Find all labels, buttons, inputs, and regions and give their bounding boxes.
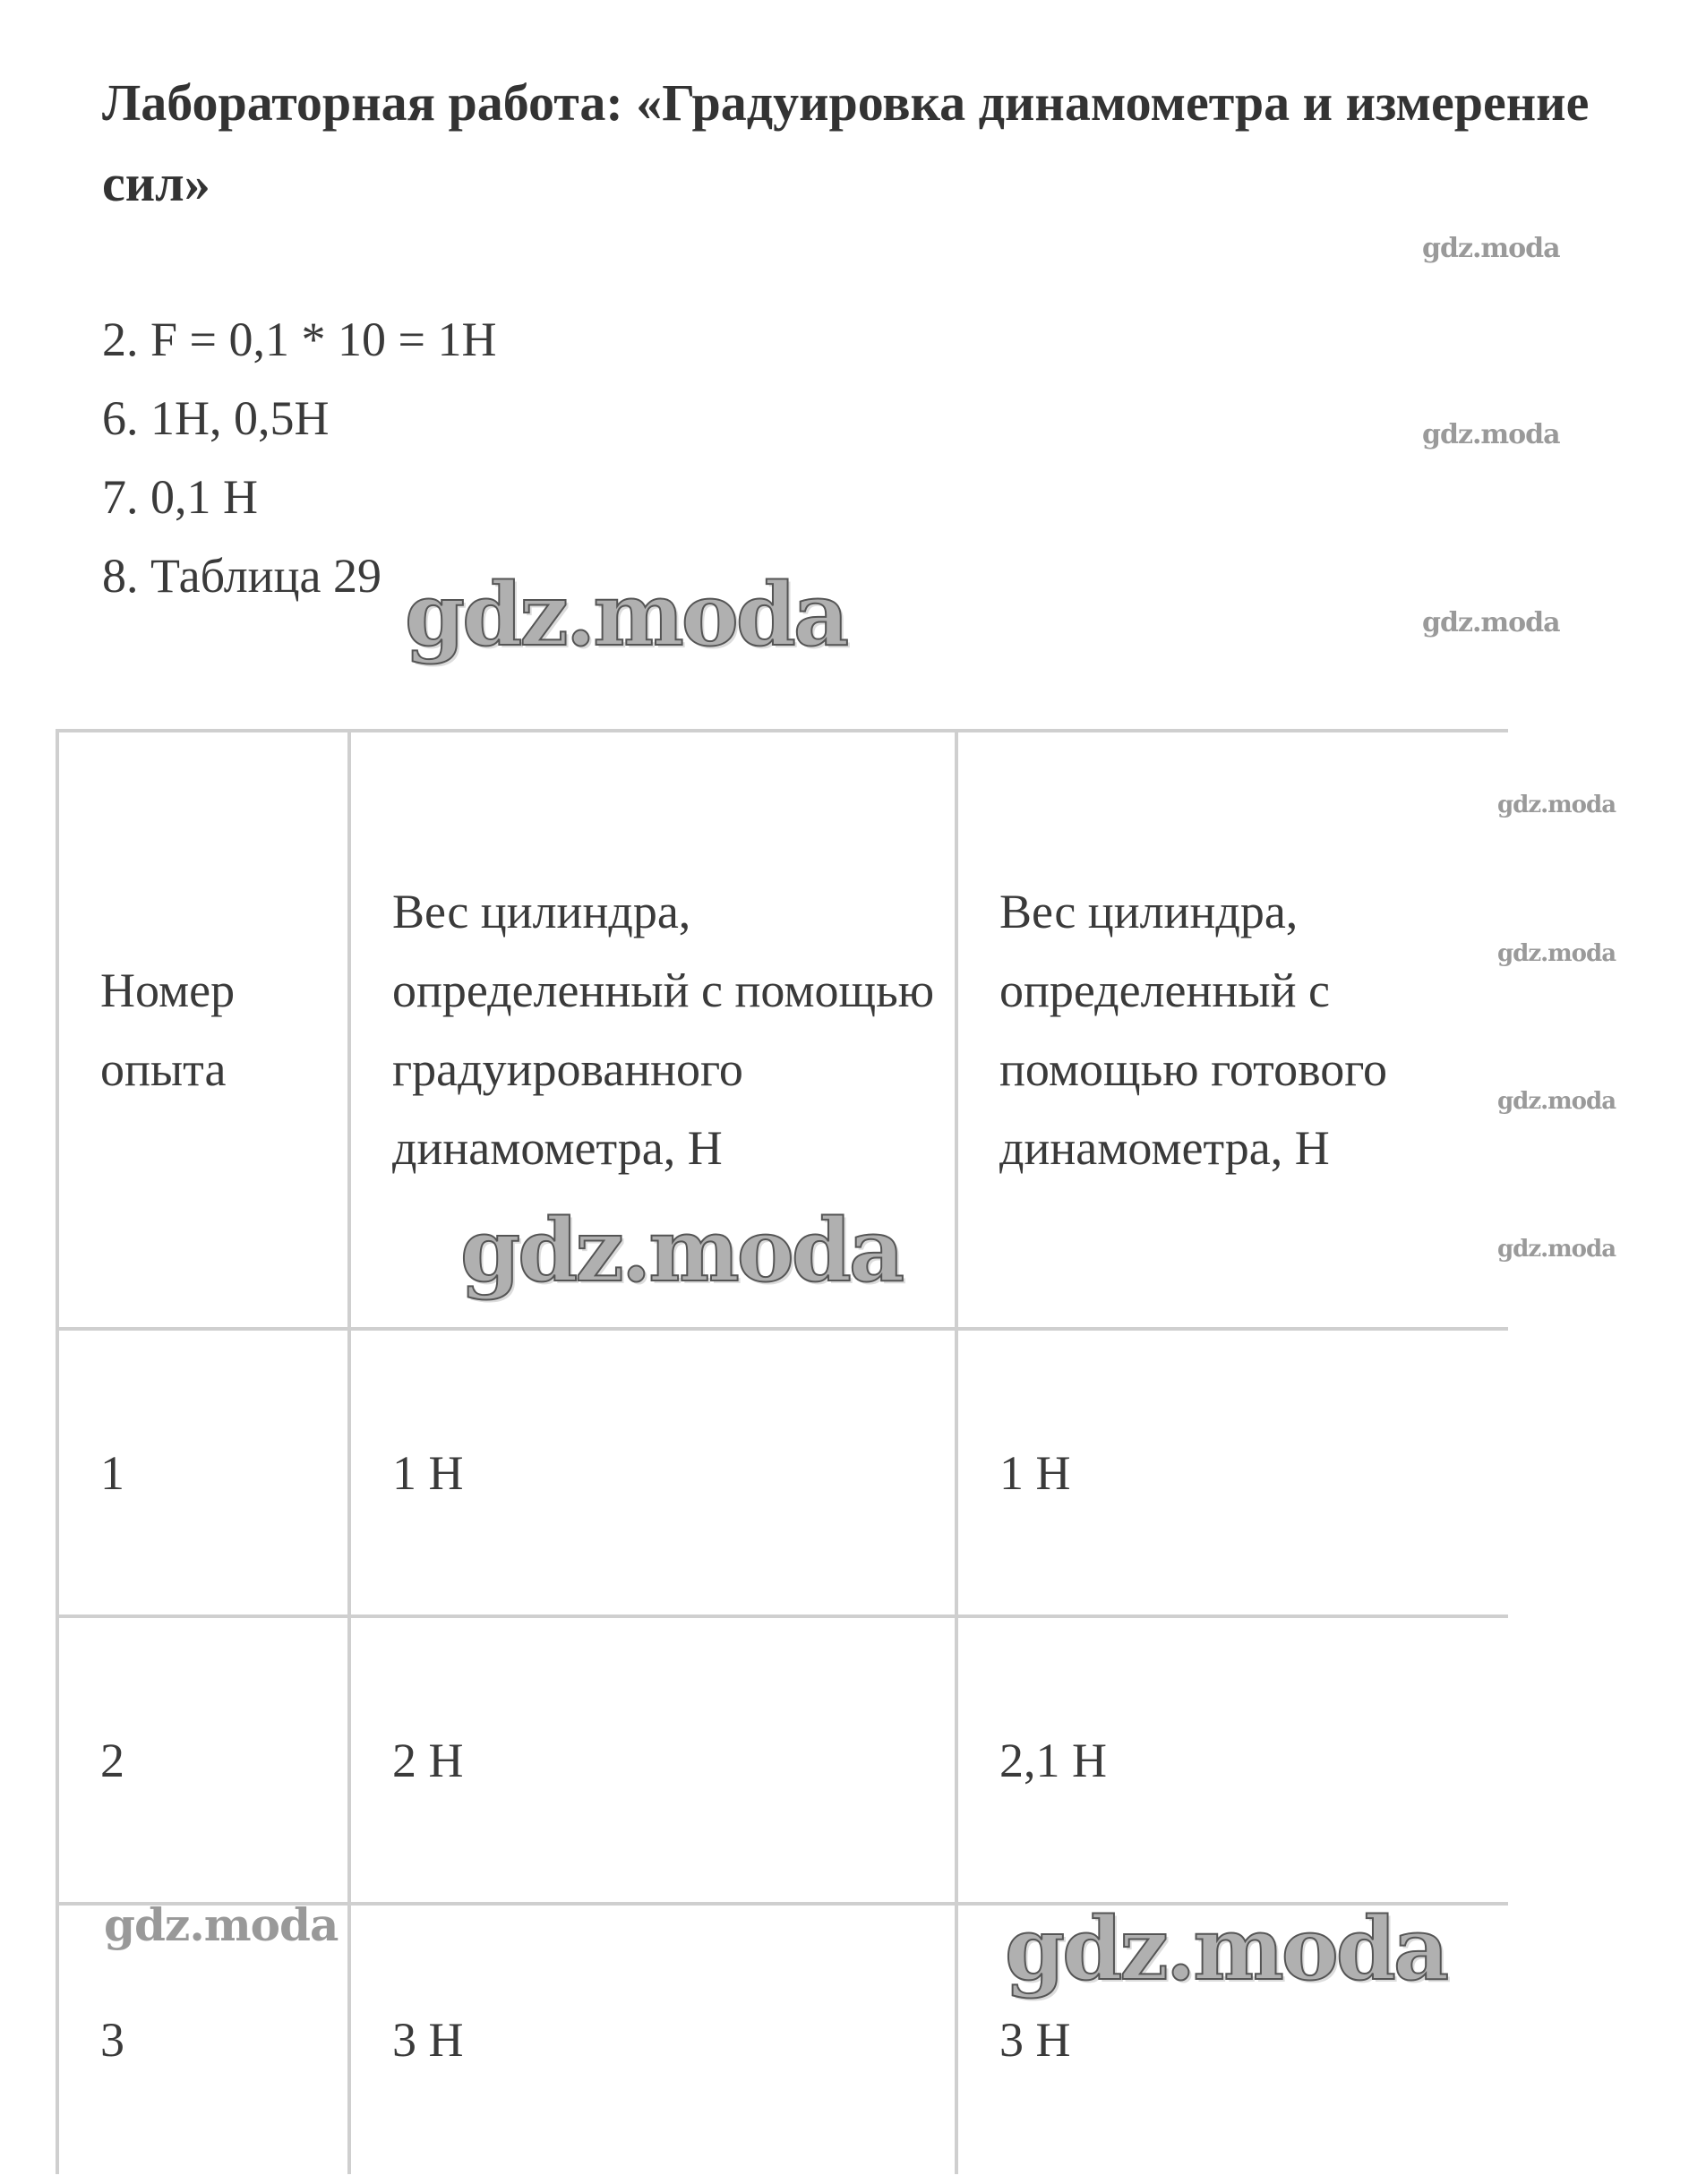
answer-item-2: 2. F = 0,1 * 10 = 1Н — [102, 313, 497, 366]
watermark-text: gdz.moda — [405, 564, 847, 665]
watermark-text: gdz.moda — [1497, 940, 1616, 967]
watermark-text: gdz.moda — [460, 1200, 903, 1301]
header-cell-experiment-number: Номер опыта — [57, 731, 349, 1329]
answer-item-7: 7. 0,1 Н — [102, 470, 258, 524]
watermark-text: gdz.moda — [1497, 1236, 1616, 1263]
watermark-text: gdz.moda — [1422, 419, 1560, 450]
table-cell: 3 — [57, 1904, 349, 2174]
header-cell-graduated-dynamometer: Вес цилиндра, определенный с помощью градуированного динамометра, Н — [349, 731, 956, 1329]
watermark-text: gdz.moda — [104, 1898, 339, 1951]
answer-item-6: 6. 1Н, 0,5Н — [102, 391, 330, 445]
watermark-text: gdz.moda — [1497, 792, 1616, 818]
table-cell: 2 Н — [349, 1616, 956, 1904]
table-row — [57, 1616, 1508, 1904]
watermark-text: gdz.moda — [1422, 233, 1560, 264]
table-cell: 2,1 Н — [956, 1616, 1508, 1904]
answer-item-8: 8. Таблица 29 — [102, 549, 381, 603]
table-cell: 3 Н — [956, 1904, 1508, 2174]
page-title: Лабораторная работа: «Градуировка динамометра и измерение сил» — [102, 73, 1590, 212]
table-cell: 1 Н — [956, 1329, 1508, 1616]
table-row — [57, 1329, 1508, 1616]
table-cell: 3 Н — [349, 1904, 956, 2174]
table-cell: 1 Н — [349, 1329, 956, 1616]
table-cell: 1 — [57, 1329, 349, 1616]
watermark-text: gdz.moda — [1005, 1898, 1447, 2000]
watermark-text: gdz.moda — [1497, 1088, 1616, 1115]
table-cell: 2 — [57, 1616, 349, 1904]
header-cell-ready-dynamometer: Вес цилиндра, определенный с помощью готового динамометра, Н — [956, 731, 1508, 1329]
watermark-text: gdz.moda — [1422, 607, 1560, 638]
